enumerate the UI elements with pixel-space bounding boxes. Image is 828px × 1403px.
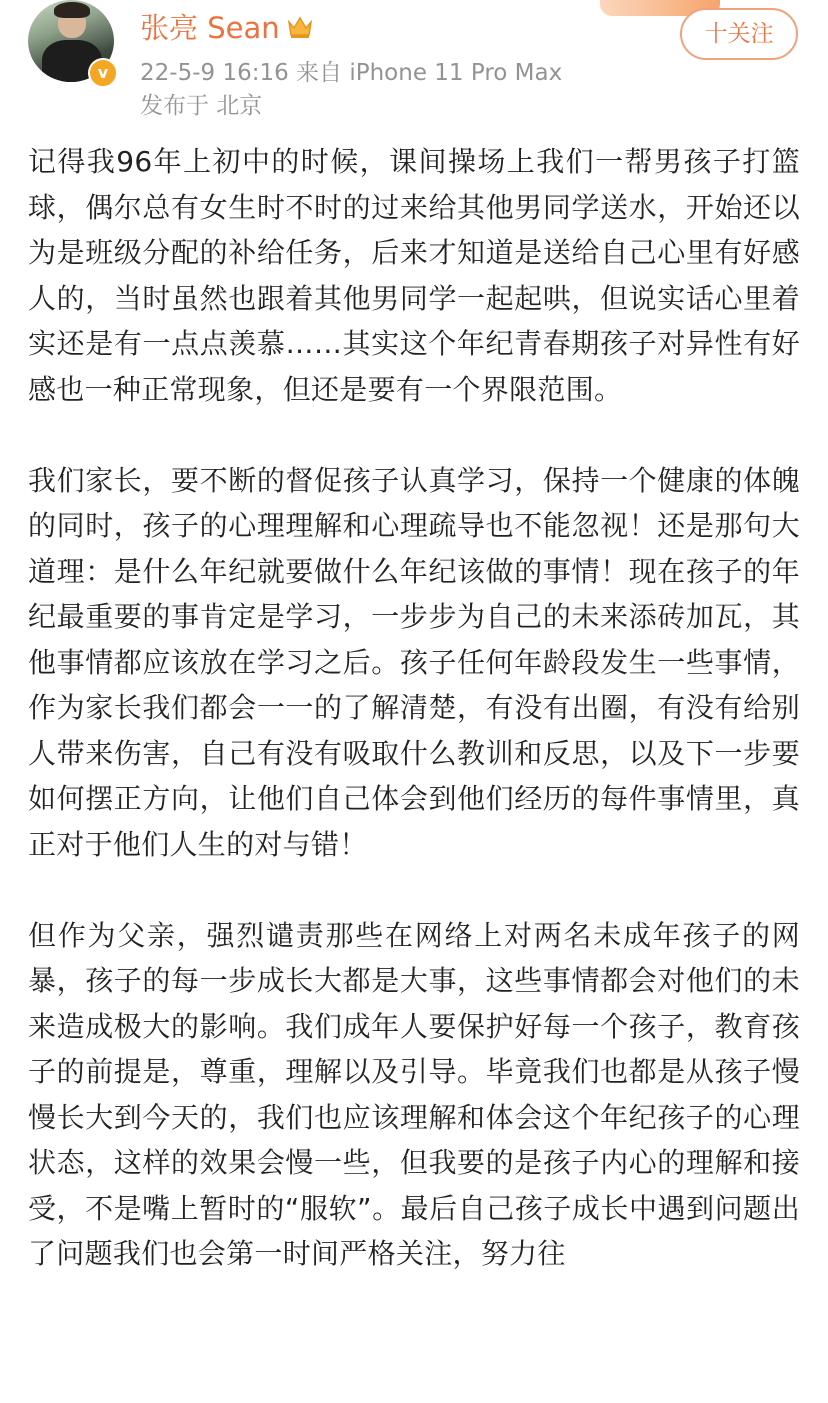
verified-icon: v <box>88 58 118 88</box>
crown-icon <box>286 13 314 47</box>
post-paragraph-1: 记得我96年上初中的时候，课间操场上我们一帮男孩子打篮球，偶尔总有女生时不时的过来给其他男同学送水，开始还以为是班级分配的补给任务，后来才知道是送给自己心里有好感人的，当时虽然也跟着其他男同学一起起哄，但说实话心里着实还是有一点点羡慕……其实这个年纪青春期孩子对异性有好感也一种正常现象，但还是要有一个界限范围。 <box>28 145 800 406</box>
post-location: 发布于 北京 <box>140 93 263 119</box>
post-meta: 22-5-9 16:16 来自 iPhone 11 Pro Max <box>140 60 563 86</box>
follow-button[interactable]: 十关注 <box>680 8 798 60</box>
username[interactable] <box>140 6 314 47</box>
username-text[interactable]: 张亮 Sean <box>140 11 280 45</box>
post-body <box>28 139 800 1322</box>
avatar-hair <box>54 2 90 18</box>
post-paragraph-3: 但作为父亲，强烈谴责那些在网络上对两名未成年孩子的网暴，孩子的每一步成长大都是大事，这些事情都会对他们的未来造成极大的影响。我们成年人要保护好每一个孩子，教育孩子的前提是，尊重，理解以及引导。毕竟我们也都是从孩子慢慢长大到今天的，我们也应该理解和体会这个年纪孩子的心理状态，这样的效果会慢一些，但我要的是孩子内心的理解和接受，不是嘴上暂时的“服软”。最后自己孩子成长中遇到问题出了问题我们也会第一时间严格关注，努力往 <box>28 918 800 1270</box>
post-paragraph-2: 我们家长，要不断的督促孩子认真学习，保持一个健康的体魄的同时，孩子的心理理解和心理疏导也不能忽视！还是那句大道理：是什么年纪就要做什么年纪该做的事情！现在孩子的年纪最重要的事肯定是学习，一步步为自己的未来添砖加瓦，其他事情都应该放在学习之后。孩子任何年龄段发生一些事情，作为家长我们都会一一的了解清楚，有没有出圈，有没有给别人带来伤害，自己有没有吸取什么教训和反思，以及下一步要如何摆正方向，让他们自己体会到他们经历的每件事情里，真正对于他们人生的对与错！ <box>28 463 800 861</box>
post-header <box>0 0 828 125</box>
